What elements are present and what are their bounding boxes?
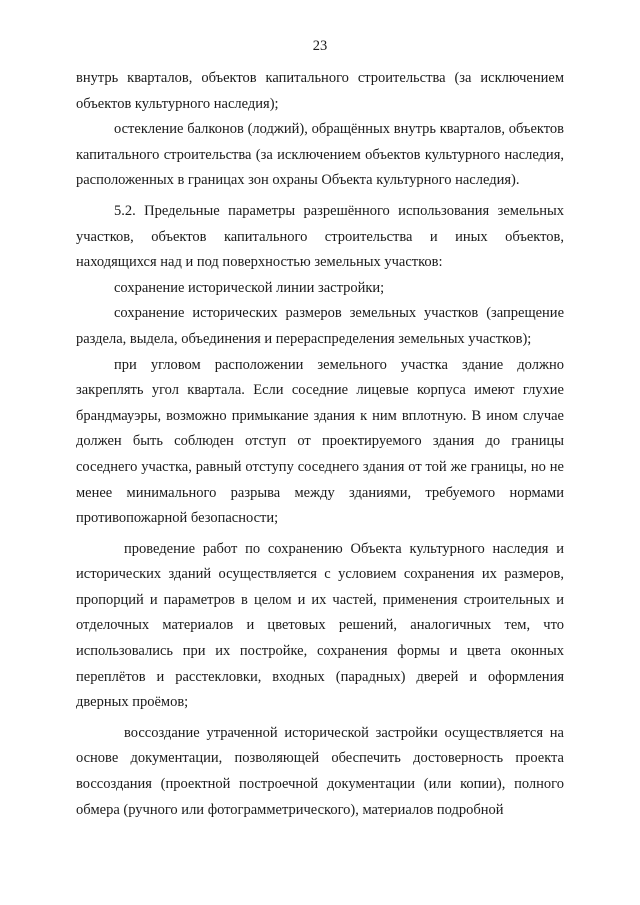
- paragraph-section-5-2: 5.2. Предельные параметры разрешённого использования земельных участков, объектов капитального строительства и иных объектов, находящихся над и под поверхностью земельных участков:: [76, 202, 564, 271]
- paragraph-plot-sizes: сохранение исторических размеров земельных участков (запрещение раздела, выдела, объединения и перераспределения земельных участков);: [76, 305, 564, 347]
- paragraph-balcony-glazing: остекление балконов (лоджий), обращённых внутрь кварталов, объектов капитального строительства (за исключением объектов культурного наследия, расположенных в границах зон охраны Объекта культурного наследия).: [76, 121, 564, 189]
- paragraph-corner-placement: при угловом расположении земельного участка здание должно закреплять угол квартала. Если соседние лицевые корпуса имеют глухие брандмауэры, возможно примыкание здания к ним вплотную. В ином случае должен быть соблюден отступ от проектируемого здания до границы соседнего участка, равный отступу соседнего здания от той же границы, но не менее минимального разрыва между зданиями, требуемого нормами противопожарной безопасности;: [76, 356, 564, 527]
- page-number: 23: [312, 38, 328, 54]
- paragraph-continuation: внутрь кварталов, объектов капитального строительства (за исключением объектов культурного наследия);: [76, 70, 564, 112]
- document-body: [76, 66, 564, 823]
- paragraph-reconstruction: воссоздание утраченной исторической застройки осуществляется на основе документации, позволяющей обеспечить достоверность проекта воссоздания (проектной построечной документации (или копии), полного обмера (ручного или фотограмметрического), материалов подробной: [76, 724, 564, 818]
- paragraph-heritage-works: проведение работ по сохранению Объекта культурного наследия и исторических зданий осуществляется с условием сохранения их размеров, пропорций и параметров в целом и их частей, применения строительных и отделочных материалов и цветовых решений, аналогичных тем, что использовались при их постройке, сохранения формы и цвета оконных переплётов и расстекловки, входных (парадных) дверей и оформления дверных проёмов;: [76, 540, 564, 711]
- paragraph-building-line: сохранение исторической линии застройки;: [114, 279, 385, 296]
